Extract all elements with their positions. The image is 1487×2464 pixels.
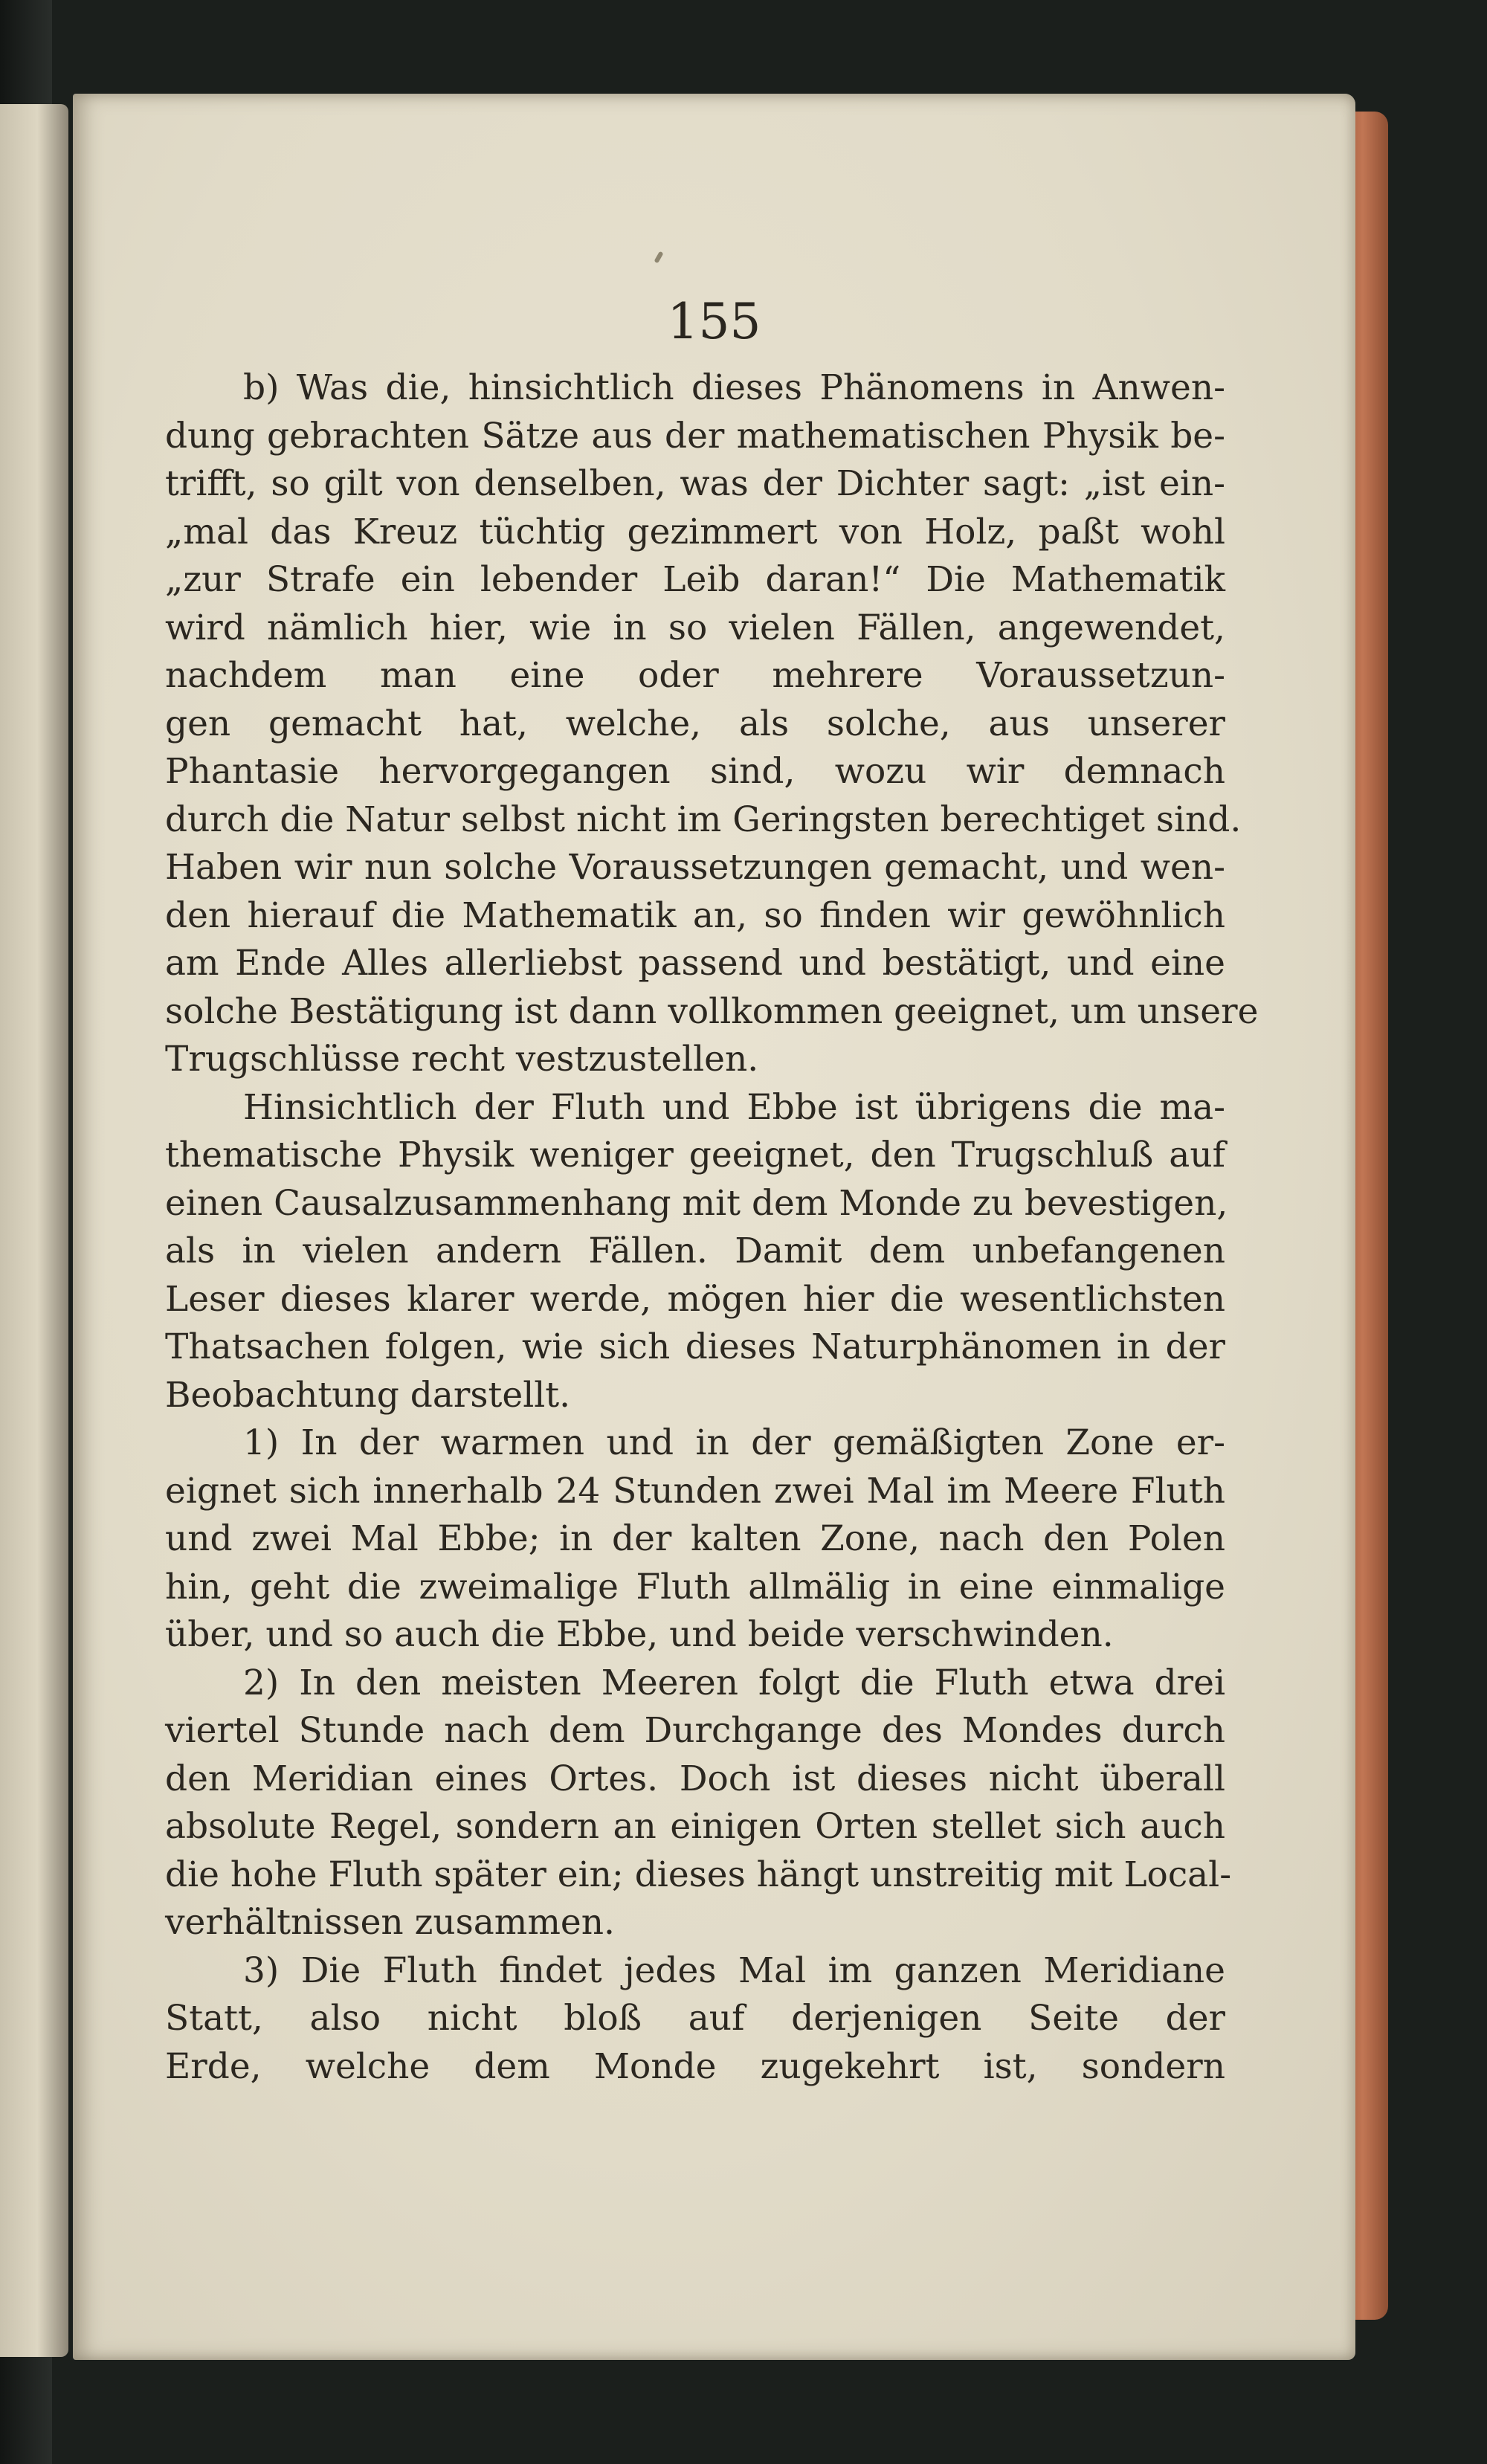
text-line: Erde, welche dem Monde zugekehrt ist, sondern [165, 2045, 1225, 2087]
text-line: Beobachtung darstellt. [165, 1374, 571, 1416]
text-line: 2) In den meisten Meeren folgt die Fluth etwa drei [243, 1662, 1225, 1703]
text-line: absolute Regel, sondern an einigen Orten stellet sich auch [165, 1806, 1225, 1847]
text-line: Hinsichtlich der Fluth und Ebbe ist übrigens die ma- [243, 1086, 1225, 1128]
text-line: als in vielen andern Fällen. Damit dem unbefangenen [165, 1231, 1225, 1271]
text-line: dung gebrachten Sätze aus der mathematischen Physik be- [165, 415, 1225, 457]
ink-speck [654, 251, 663, 264]
text-line: den Meridian eines Ortes. Doch ist dieses nicht überall [165, 1758, 1225, 1799]
text-line: b) Was die, hinsichtlich dieses Phänomens in Anwen- [243, 367, 1225, 408]
text-line: viertel Stunde nach dem Durchgange des Mondes durch [165, 1710, 1225, 1751]
text-line: den hierauf die Mathematik an, so finden wir gewöhnlich [165, 894, 1225, 936]
book-page [73, 94, 1355, 2360]
page-number: 155 [667, 293, 761, 350]
text-line: hin, geht die zweimalige Fluth allmälig in eine einmalige [165, 1566, 1225, 1607]
text-line: nachdem man eine oder mehrere Voraussetzun- [165, 655, 1225, 696]
text-line: 3) Die Fluth findet jedes Mal im ganzen Meridiane [243, 1949, 1225, 1991]
text-line: Haben wir nun solche Voraussetzungen gemacht, und wen- [165, 847, 1225, 888]
text-line: gen gemacht hat, welche, als solche, aus unserer [165, 703, 1225, 744]
text-line: und zwei Mal Ebbe; in der kalten Zone, nach den Polen [165, 1518, 1225, 1559]
text-line: über, und so auch die Ebbe, und beide verschwinden. [165, 1614, 1114, 1655]
text-line: 1) In der warmen und in der gemäßigten Zone er- [243, 1422, 1225, 1463]
text-line: Phantasie hervorgegangen sind, wozu wir demnach [165, 751, 1225, 792]
text-line: thematische Physik weniger geeignet, den Trugschluß auf [165, 1135, 1225, 1175]
page-text [165, 364, 1259, 2091]
text-line: Thatsachen folgen, wie sich dieses Naturphänomen in der [165, 1326, 1225, 1367]
text-line: trifft, so gilt von denselben, was der Dichter sagt: „ist ein- [165, 463, 1225, 504]
text-line: eignet sich innerhalb 24 Stunden zwei Mal im Meere Fluth [165, 1470, 1225, 1512]
text-line: Statt, also nicht bloß auf derjenigen Seite der [165, 1998, 1225, 2039]
text-line: Leser dieses klarer werde, mögen hier die wesentlichsten [165, 1278, 1225, 1320]
text-line: „mal das Kreuz tüchtig gezimmert von Holz, paßt wohl [165, 511, 1225, 552]
text-line: Trugschlüsse recht vestzustellen. [165, 1039, 759, 1080]
text-line: die hohe Fluth später ein; dieses hängt unstreitig mit Local- [165, 1854, 1232, 1895]
text-line: solche Bestätigung ist dann vollkommen geeignet, um unsere [165, 990, 1259, 1032]
facing-page-edge [0, 104, 68, 2357]
text-line: einen Causalzusammenhang mit dem Monde zu bevestigen, [165, 1182, 1228, 1224]
text-line: verhältnissen zusammen. [165, 1902, 615, 1943]
text-line: wird nämlich hier, wie in so vielen Fällen, angewendet, [165, 607, 1225, 648]
text-line: am Ende Alles allerliebst passend und bestätigt, und eine [165, 943, 1225, 984]
text-line: durch die Natur selbst nicht im Geringsten berechtiget sind. [165, 799, 1242, 840]
text-line: „zur Strafe ein lebender Leib daran!“ Die Mathematik [165, 559, 1225, 600]
